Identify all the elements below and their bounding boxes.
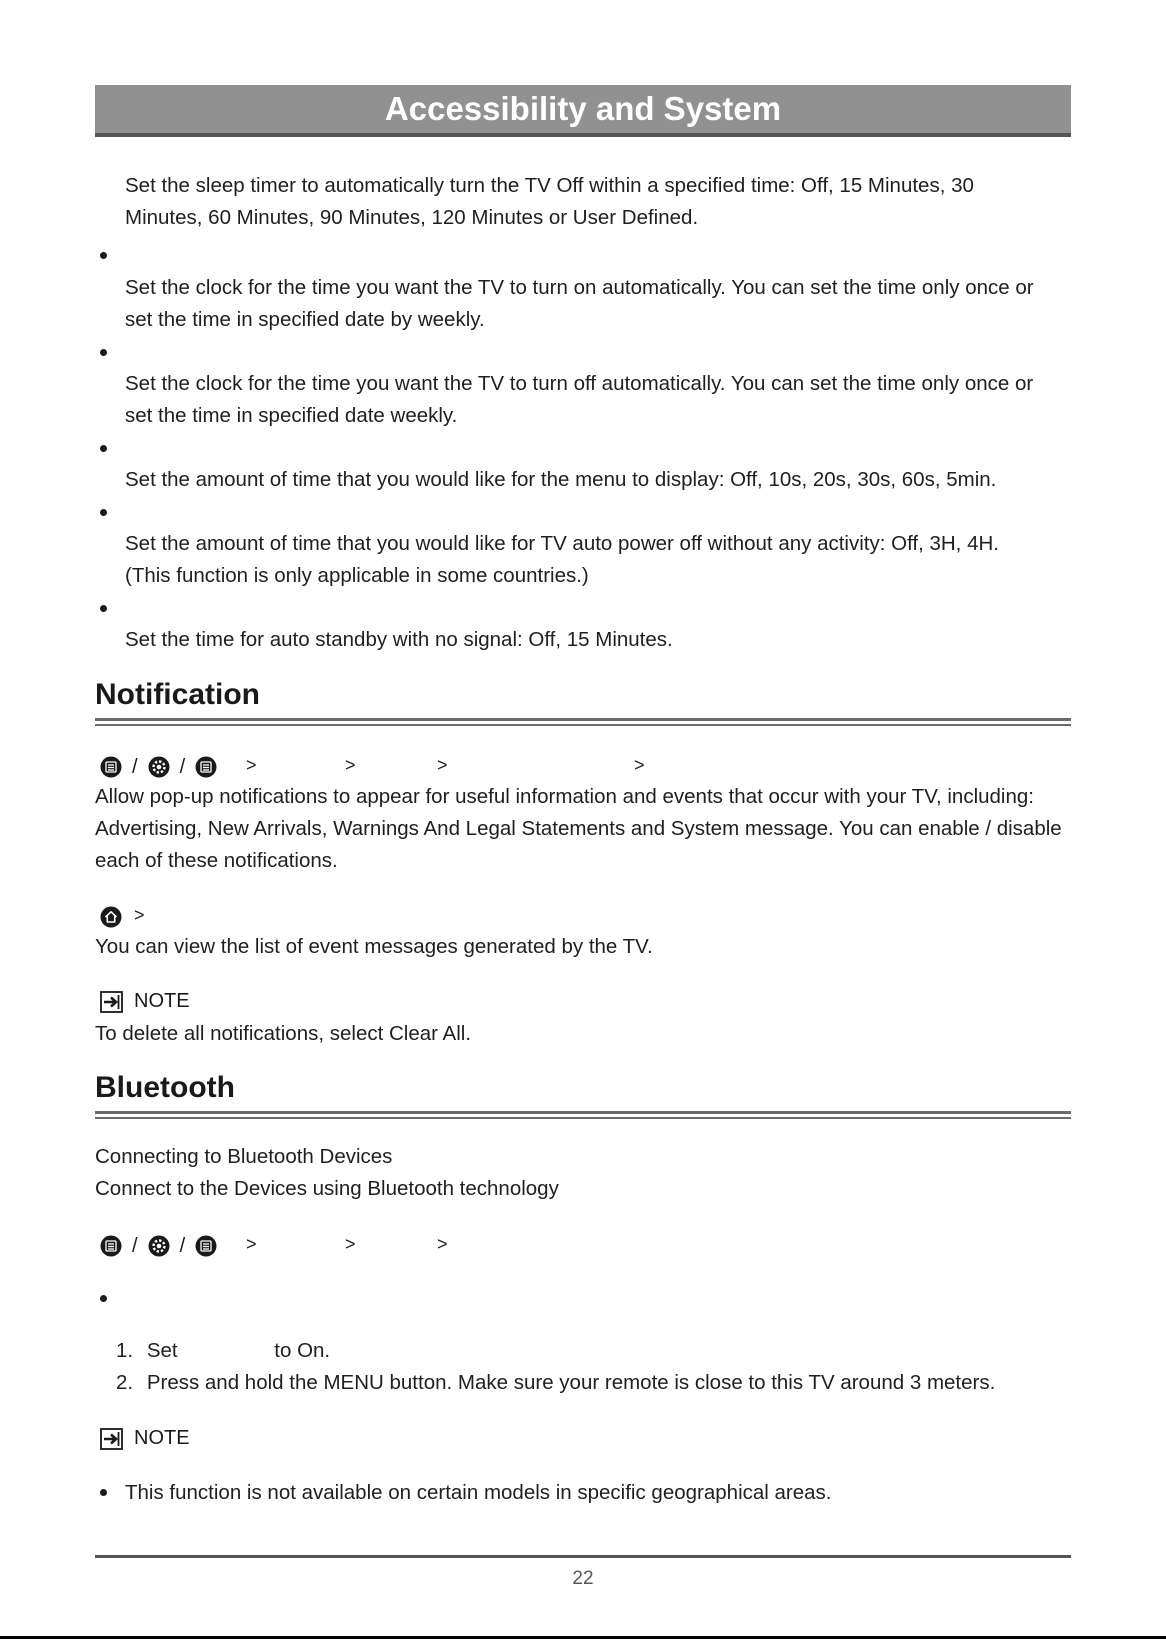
text-line: Set the amount of time that you would like for TV auto power off without any activity: Off, 3H, 4H. <box>125 532 999 555</box>
home-path <box>100 904 122 930</box>
path-slash: / <box>132 1234 138 1257</box>
power-on-timer-desc <box>125 272 1065 336</box>
menu-icon <box>100 756 122 778</box>
text-line: Advertising, New Arrivals, Warnings And Legal Statements and System message. You can enable / disable <box>95 817 1062 840</box>
auto-standby-desc <box>125 624 1065 656</box>
text-line: Allow pop-up notifications to appear for useful information and events that occur with your TV, including: <box>95 785 1034 808</box>
path-slash: / <box>132 755 138 778</box>
text-line: Set the amount of time that you would like for the menu to display: Off, 10s, 20s, 30s, 60s, 5min. <box>125 468 997 491</box>
text-line: Minutes, 60 Minutes, 90 Minutes, 120 Minutes or User Defined. <box>125 206 699 229</box>
step-text: Set <box>146 1339 178 1362</box>
bluetooth-steps <box>116 1335 995 1399</box>
section-banner: Accessibility and System <box>95 85 1071 137</box>
step-2 <box>116 1367 995 1399</box>
bullet <box>100 445 107 452</box>
text-line: Connecting to Bluetooth Devices <box>95 1145 393 1168</box>
path-slash: / <box>179 1234 186 1257</box>
power-off-timer-desc <box>125 368 1065 432</box>
path-separator: > <box>634 755 645 775</box>
settings-icon <box>148 1235 170 1257</box>
bullet <box>100 509 107 516</box>
step-number: 1. <box>116 1339 134 1362</box>
note-arrow-icon <box>100 991 124 1013</box>
bullet <box>100 1295 107 1302</box>
step-1 <box>116 1335 995 1367</box>
menu-icon <box>100 1235 122 1257</box>
note-arrow-icon <box>100 1428 124 1450</box>
bluetooth-heading: Bluetooth <box>95 1071 235 1104</box>
bluetooth-note <box>100 1427 190 1450</box>
notification-menu-path <box>100 754 217 780</box>
path-separator: > <box>134 905 145 925</box>
sleep-timer-desc <box>125 170 1065 234</box>
heading-rule <box>95 1111 1071 1119</box>
menu-icon <box>195 756 217 778</box>
footer-rule <box>95 1555 1071 1558</box>
notification-note <box>100 990 190 1013</box>
event-messages-desc: You can view the list of event messages generated by the TV. <box>95 935 653 958</box>
menu-icon <box>195 1235 217 1257</box>
note-text: To delete all notifications, select Clear All. <box>95 1022 472 1045</box>
text-line: (This function is only applicable in some countries.) <box>125 564 589 587</box>
bluetooth-menu-path <box>100 1233 217 1259</box>
bullet <box>100 605 107 612</box>
step-number: 2. <box>116 1371 134 1394</box>
path-separator: > <box>437 1234 448 1254</box>
path-slash: / <box>179 755 186 778</box>
path-separator: > <box>345 755 356 775</box>
notification-desc <box>95 781 1071 877</box>
page-number: 22 <box>572 1568 594 1589</box>
menu-timeout-desc <box>125 464 1065 496</box>
notification-heading: Notification <box>95 678 260 711</box>
heading-rule <box>95 718 1071 726</box>
path-separator: > <box>246 755 257 775</box>
text-line: each of these notifications. <box>95 849 338 872</box>
text-line: set the time in specified date by weekly. <box>125 308 485 331</box>
note-text: This function is not available on certain models in specific geographical areas. <box>125 1481 832 1504</box>
step-text: Press and hold the MENU button. Make sure your remote is close to this TV around 3 meters. <box>146 1371 996 1394</box>
text-line: Set the time for auto standby with no signal: Off, 15 Minutes. <box>125 628 673 651</box>
note-label: NOTE <box>134 1427 190 1449</box>
auto-power-off-desc <box>125 528 1065 592</box>
bullet <box>100 252 107 259</box>
text-line: Set the clock for the time you want the TV to turn on automatically. You can set the time only once or <box>125 276 1034 299</box>
settings-icon <box>148 756 170 778</box>
path-separator: > <box>246 1234 257 1254</box>
step-text: to On. <box>274 1339 331 1362</box>
bullet <box>100 1489 107 1496</box>
text-line: Connect to the Devices using Bluetooth technology <box>95 1177 559 1200</box>
text-line: Set the sleep timer to automatically turn the TV Off within a specified time: Off, 15 Minutes, 30 <box>125 174 974 197</box>
bullet <box>100 349 107 356</box>
bluetooth-intro <box>95 1141 1071 1205</box>
path-separator: > <box>345 1234 356 1254</box>
note-label: NOTE <box>134 990 190 1012</box>
path-separator: > <box>437 755 448 775</box>
text-line: set the time in specified date weekly. <box>125 404 458 427</box>
text-line: Set the clock for the time you want the TV to turn off automatically. You can set the time only once or <box>125 372 1034 395</box>
home-icon <box>100 906 122 928</box>
